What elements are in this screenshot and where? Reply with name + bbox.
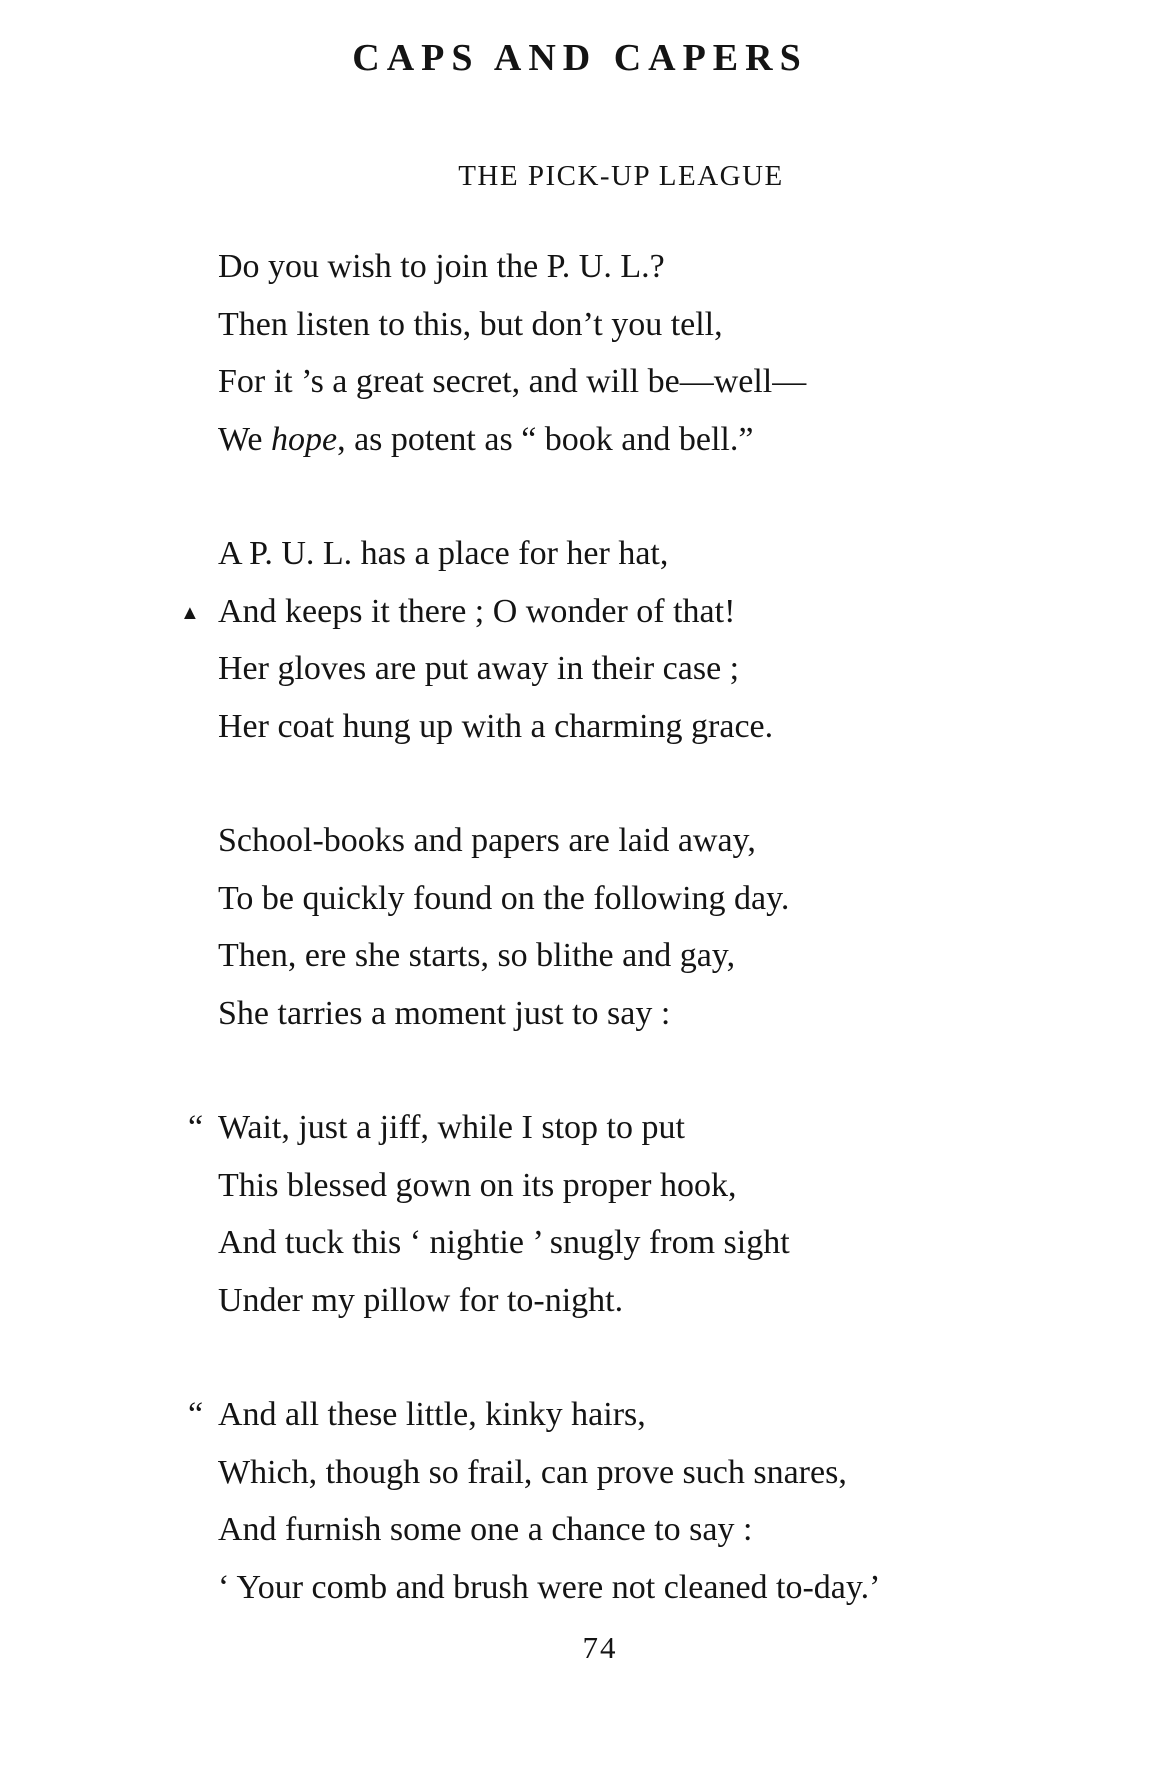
poem-line-text: And all these little, kinky hairs, [218,1396,646,1433]
stanza-2 [0,525,1150,755]
poem-line: A P. U. L. has a place for her hat, [218,535,669,572]
poem-line: Which, though so frail, can prove such snares, [218,1453,847,1491]
poem-line: Under my pillow for to-night. [218,1281,624,1319]
stanza-3 [0,812,1150,1042]
poem-line: School-books and papers are laid away, [218,822,756,859]
poem-line [0,1386,1150,1444]
poem-line: We hope, as potent as “ book and bell.” [218,420,754,458]
opening-quote: “ [188,1109,204,1146]
poem-line [0,583,1150,641]
poem-body [0,238,1150,1673]
ink-mark-icon: ▲ [180,601,200,624]
poem-title: THE PICK-UP LEAGUE [458,160,784,192]
poem-line: To be quickly found on the following day. [218,879,790,917]
poem-line-text: Wait, just a jiff, while I stop to put [218,1109,685,1146]
poem-line: This blessed gown on its proper hook, [218,1166,737,1204]
poem-line: Then, ere she starts, so blithe and gay, [218,937,736,974]
stanza-1 [0,238,1150,468]
running-head: CAPS AND CAPERS [352,37,808,79]
poem-line: Do you wish to join the P. U. L.? [218,248,665,285]
stanza-5 [0,1386,1150,1616]
stanza-4 [0,1099,1150,1329]
poem-line: Then listen to this, but don’t you tell, [218,305,723,343]
poem-line: And furnish some one a chance to say : [218,1511,753,1548]
poem-line: And tuck this ‘ nightie ’ snugly from sight [218,1224,790,1261]
poem-line: Her coat hung up with a charming grace. [218,707,774,745]
page-number: 74 [582,1630,618,1665]
poem-line: ‘ Your comb and brush were not cleaned to-day.’ [218,1568,881,1606]
opening-quote: “ [188,1396,204,1433]
poem-line [0,1099,1150,1157]
emphasis-text: hope [270,420,338,458]
poem-line-text: And keeps it there ; O wonder of that! [218,592,736,630]
poem-line: For it ’s a great secret, and will be—well— [218,363,807,400]
poem-line: Her gloves are put away in their case ; [218,650,740,687]
poem-line: She tarries a moment just to say : [218,994,671,1032]
